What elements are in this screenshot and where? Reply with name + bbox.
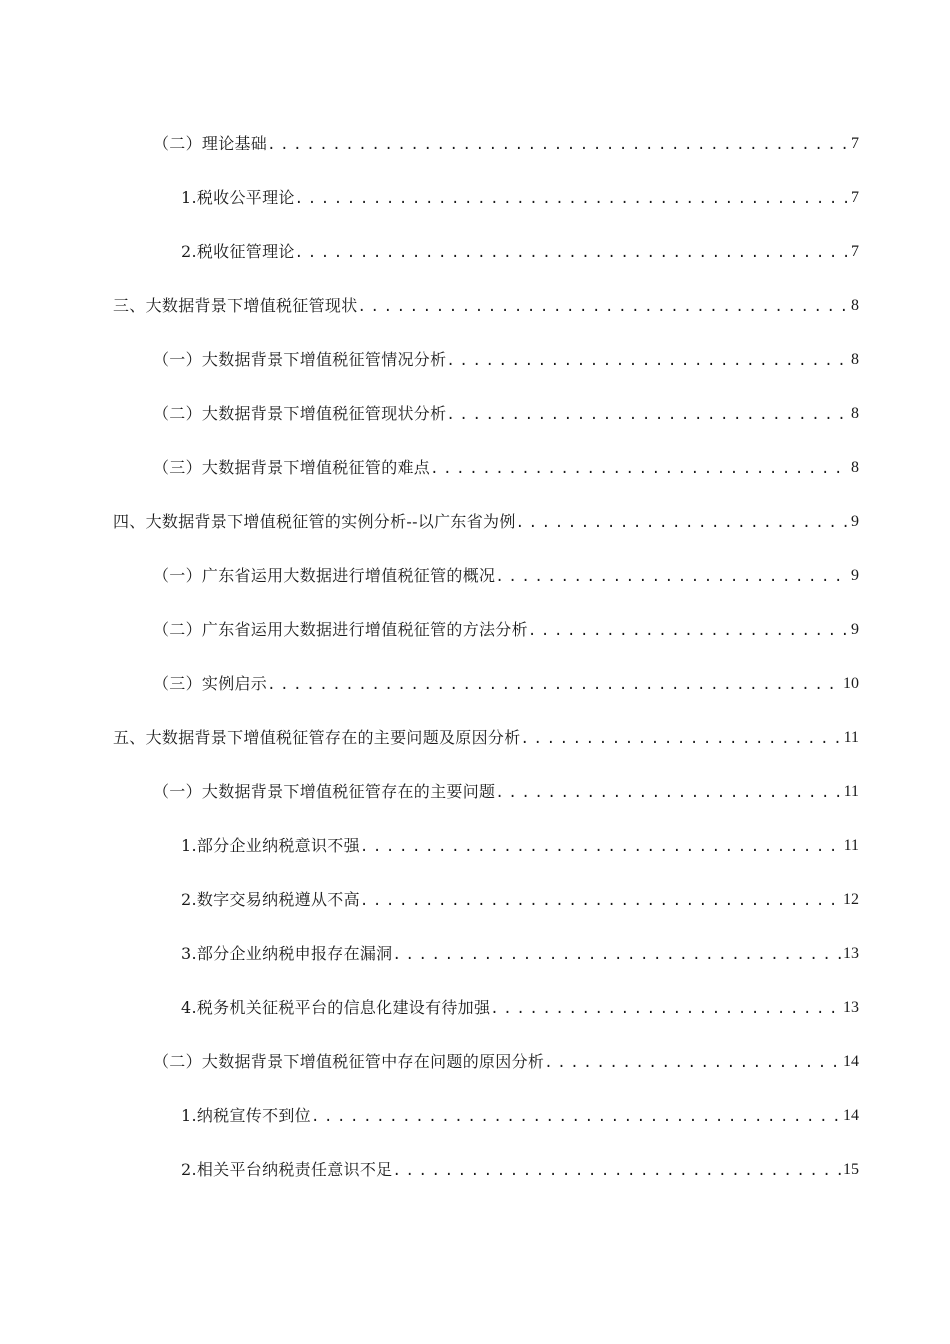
toc-dot-leader: [495, 784, 841, 800]
toc-dot-leader: [267, 676, 841, 692]
toc-dot-leader: [392, 946, 841, 962]
toc-entry[interactable]: [153, 676, 859, 730]
toc-dot-leader: [528, 622, 849, 638]
toc-page-number: 14: [843, 1107, 859, 1124]
toc-entry-label: （一）广东省运用大数据进行增值税征管的概况: [153, 566, 496, 585]
toc-page-number: 15: [843, 1161, 859, 1178]
toc-entry[interactable]: [181, 1162, 859, 1216]
toc-dot-leader: [295, 244, 849, 260]
toc-entry-label: 四、大数据背景下增值税征管的实例分析--以广东省为例: [113, 512, 516, 531]
toc-entry-label: 三、大数据背景下增值税征管现状: [113, 296, 358, 315]
toc-entry[interactable]: [181, 838, 859, 892]
toc-page-number: 9: [851, 513, 859, 530]
toc-page-number: 9: [851, 567, 859, 584]
toc-entry[interactable]: [153, 136, 859, 190]
toc-entry[interactable]: [181, 946, 859, 1000]
toc-entry-label: （一）大数据背景下增值税征管情况分析: [153, 350, 447, 369]
toc-dot-leader: [360, 838, 842, 854]
toc-page-number: 7: [851, 243, 859, 260]
toc-page-number: 8: [851, 459, 859, 476]
toc-entry-label: 4.税务机关征税平台的信息化建设有待加强: [181, 998, 491, 1017]
toc-page-number: 12: [843, 891, 859, 908]
toc-page-number: 7: [851, 135, 859, 152]
toc-dot-leader: [446, 406, 849, 422]
toc-entry-label: 五、大数据背景下增值税征管存在的主要问题及原因分析: [113, 728, 521, 747]
toc-page-number: 9: [851, 621, 859, 638]
toc-page-number: 11: [843, 783, 859, 800]
toc-page-number: 13: [843, 999, 859, 1016]
toc-entry[interactable]: [113, 298, 859, 352]
toc-entry[interactable]: [181, 1000, 859, 1054]
toc-entry-label: （二）理论基础: [153, 134, 268, 153]
toc-entry[interactable]: [153, 622, 859, 676]
toc-dot-leader: [392, 1162, 841, 1178]
toc-entry-label: 3.部分企业纳税申报存在漏洞: [181, 944, 393, 963]
toc-entry-label: （二）大数据背景下增值税征管中存在问题的原因分析: [153, 1052, 545, 1071]
toc-entry-label: 1.纳税宣传不到位: [181, 1106, 311, 1125]
toc-page-number: 14: [843, 1053, 859, 1070]
toc-dot-leader: [358, 298, 849, 314]
toc-entry-label: （三）大数据背景下增值税征管的难点: [153, 458, 431, 477]
toc-entry-label: （三）实例启示: [153, 674, 268, 693]
toc-entry[interactable]: [181, 1108, 859, 1162]
toc-entry[interactable]: [181, 244, 859, 298]
toc-page-number: 13: [843, 945, 859, 962]
toc-dot-leader: [446, 352, 849, 368]
toc-page-number: 8: [851, 405, 859, 422]
toc-entry[interactable]: [153, 784, 859, 838]
toc-dot-leader: [516, 514, 849, 530]
toc-entry-label: （一）大数据背景下增值税征管存在的主要问题: [153, 782, 496, 801]
toc-dot-leader: [521, 730, 842, 746]
toc-page-number: 7: [851, 189, 859, 206]
toc-page-number: 8: [851, 351, 859, 368]
toc-page-number: 11: [843, 729, 859, 746]
toc-entry[interactable]: [181, 892, 859, 946]
toc-dot-leader: [490, 1000, 841, 1016]
toc-entry-label: （二）大数据背景下增值税征管现状分析: [153, 404, 447, 423]
toc-page-number: 11: [843, 837, 859, 854]
toc-entry-label: （二）广东省运用大数据进行增值税征管的方法分析: [153, 620, 528, 639]
toc-entry-label: 2.税收征管理论: [181, 242, 295, 261]
toc-dot-leader: [430, 460, 849, 476]
toc-dot-leader: [544, 1054, 841, 1070]
toc-entry[interactable]: [153, 406, 859, 460]
toc-dot-leader: [360, 892, 841, 908]
toc-page-number: 8: [851, 297, 859, 314]
toc-entry[interactable]: [153, 1054, 859, 1108]
toc-entry-label: 2.相关平台纳税责任意识不足: [181, 1160, 393, 1179]
toc-dot-leader: [267, 136, 849, 152]
toc-entry[interactable]: [113, 730, 859, 784]
table-of-contents: [0, 136, 950, 1216]
toc-dot-leader: [311, 1108, 841, 1124]
toc-entry-label: 2.数字交易纳税遵从不高: [181, 890, 360, 909]
toc-page-number: 10: [843, 675, 859, 692]
toc-entry[interactable]: [153, 460, 859, 514]
toc-dot-leader: [495, 568, 849, 584]
toc-entry-label: 1.税收公平理论: [181, 188, 295, 207]
toc-entry[interactable]: [153, 568, 859, 622]
toc-entry[interactable]: [113, 514, 859, 568]
toc-entry[interactable]: [153, 352, 859, 406]
toc-entry-label: 1.部分企业纳税意识不强: [181, 836, 360, 855]
toc-dot-leader: [295, 190, 849, 206]
toc-entry[interactable]: [181, 190, 859, 244]
